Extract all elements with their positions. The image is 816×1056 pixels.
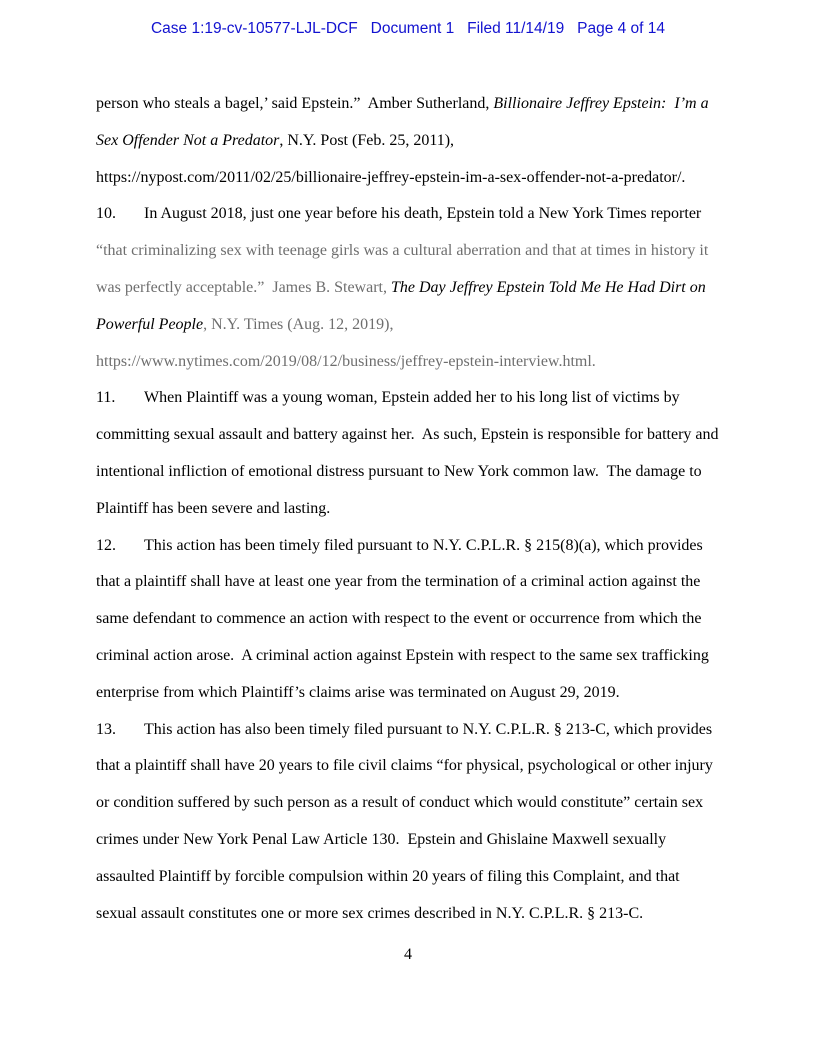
- text-run: This action has also been timely filed pursuant to N.Y. C.P.L.R. § 213-C, which provides that a plaintiff shall have 20 years to file civil claims “for physical, psychological or other injury or condition suffered by such person as a result of conduct which would constitute” certain sex crimes under New York Penal Law Article 130. Epstein and Ghislaine Maxwell sexually assaulted Plaintiff by forcible compulsion within 20 years of filing this Complaint, and that sexual assault constitutes one or more sex crimes described in N.Y. C.P.L.R. § 213-C.: [96, 720, 717, 922]
- citation-url: https://nypost.com/2011/02/25/billionaire-jeffrey-epstein-im-a-sex-offender-not-a-predator/.: [96, 168, 686, 186]
- text-run: This action has been timely filed pursuant to N.Y. C.P.L.R. § 215(8)(a), which provides that a plaintiff shall have at least one year from the termination of a criminal action against the same defendant to commence an action with respect to the event or occurrence from which the criminal action arose. A criminal action against Epstein with respect to the same sex trafficking enterprise from which Plaintiff’s claims arise was terminated on August 29, 2019.: [96, 536, 713, 701]
- paragraph: [96, 712, 722, 933]
- text-run: When Plaintiff was a young woman, Epstein added her to his long list of victims by committing sexual assault and battery against her. As such, Epstein is responsible for battery and intentional infliction of emotional distress pursuant to New York common law. The damage to Plaintiff has been severe and lasting.: [96, 389, 723, 517]
- citation-title: The Day Jeffrey Epstein Told Me He Had Dirt on Powerful People: [96, 278, 710, 333]
- text-run: person who steals a bagel,’ said Epstein.” Amber Sutherland,: [96, 95, 494, 112]
- citation-url: https://www.nytimes.com/2019/08/12/business/jeffrey-epstein-interview.html.: [96, 352, 596, 370]
- text-run: , N.Y. Post (Feb. 25, 2011),: [279, 131, 459, 149]
- paragraph: [96, 528, 722, 712]
- document-body: [96, 86, 722, 932]
- paragraph-number: 11.: [96, 389, 116, 407]
- paragraph-number: 13.: [96, 720, 116, 738]
- paragraph: [96, 380, 722, 527]
- paragraph: [96, 196, 722, 380]
- citation-title: Billionaire Jeffrey Epstein: I’m a Sex Offender Not a Predator: [96, 95, 713, 149]
- case-header-stamp: Case 1:19-cv-10577-LJL-DCF Document 1 Filed 11/14/19 Page 4 of 14: [150, 20, 666, 37]
- page-number: 4: [404, 946, 412, 963]
- quoted-text: “that criminalizing sex with teenage girls was a cultural aberration and that at times in history it was perfectly acceptable.” James B. Stewart,: [96, 242, 713, 296]
- paragraph-number: 12.: [96, 536, 116, 554]
- paragraph: [96, 86, 722, 196]
- text-run: In August 2018, just one year before his death, Epstein told a New York Times reporter: [144, 205, 706, 223]
- quoted-text: , N.Y. Times (Aug. 12, 2019),: [203, 315, 398, 333]
- paragraph-number: 10.: [96, 205, 116, 223]
